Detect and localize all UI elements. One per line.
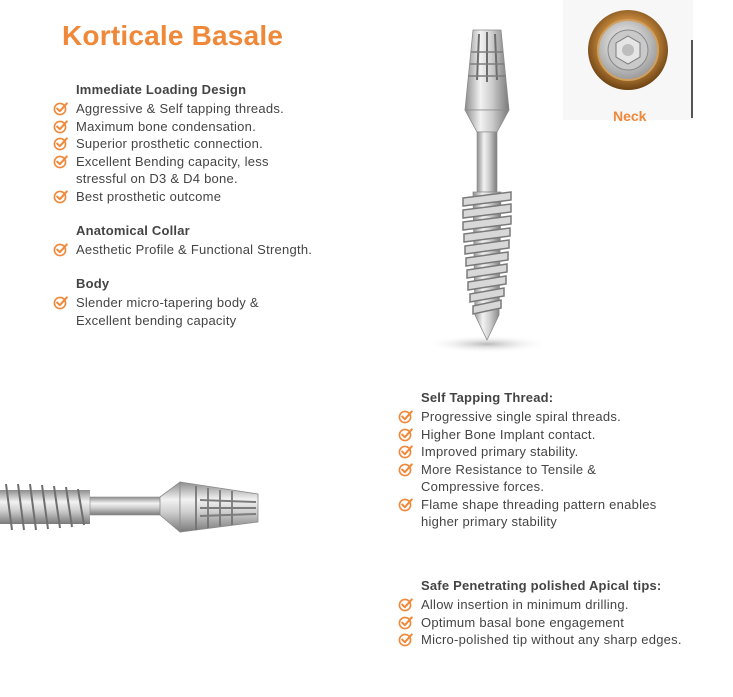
list-item: Excellent Bending capacity, less stressful on D3 & D4 bone. (53, 153, 316, 188)
list-item: Optimum basal bone engagement (398, 614, 718, 632)
implant-horizontal-image (0, 464, 262, 554)
neck-illustration (563, 0, 693, 120)
list-item: Micro-polished tip without any sharp edges. (398, 631, 691, 649)
list-item: Maximum bone condensation. (53, 118, 373, 136)
implant-vertical-image (413, 20, 563, 360)
list-item: Progressive single spiral threads. (398, 408, 698, 426)
page-title: Korticale Basale (62, 20, 284, 51)
section-body (53, 276, 313, 329)
check-icon (53, 189, 68, 204)
check-icon (53, 101, 68, 116)
check-icon (398, 632, 413, 647)
list-item: Aesthetic Profile & Functional Strength. (53, 241, 373, 259)
check-icon (398, 462, 413, 477)
section-apical-tips (398, 578, 718, 649)
section-heading: Safe Penetrating polished Apical tips: (421, 578, 662, 593)
check-icon (53, 136, 68, 151)
list-item: Best prosthetic outcome (53, 188, 373, 206)
list-item: Superior prosthetic connection. (53, 135, 373, 153)
list-item: More Resistance to Tensile & Compressive forces. (398, 461, 646, 496)
section-anatomical-collar (53, 223, 373, 259)
neck-image (563, 0, 693, 120)
list-item: Flame shape threading pattern enables higher primary stability (398, 496, 661, 531)
section-heading: Immediate Loading Design (76, 82, 247, 97)
check-icon (398, 427, 413, 442)
section-immediate-loading (53, 82, 373, 205)
check-icon (53, 242, 68, 257)
check-icon (398, 597, 413, 612)
section-heading: Anatomical Collar (76, 223, 190, 238)
check-icon (53, 119, 68, 134)
list-item: Aggressive & Self tapping threads. (53, 100, 373, 118)
check-icon (398, 444, 413, 459)
check-icon (398, 409, 413, 424)
list-item: Higher Bone Implant contact. (398, 426, 698, 444)
list-item: Allow insertion in minimum drilling. (398, 596, 718, 614)
check-icon (53, 154, 68, 169)
section-self-tapping-thread (398, 390, 698, 531)
neck-label: Neck (613, 108, 647, 124)
list-item: Slender micro-tapering body & Excellent bending capacity (53, 294, 296, 329)
section-heading: Self Tapping Thread: (421, 390, 554, 405)
check-icon (398, 497, 413, 512)
neck-divider (691, 40, 693, 118)
list-item: Improved primary stability. (398, 443, 698, 461)
check-icon (398, 615, 413, 630)
section-heading: Body (76, 276, 110, 291)
check-icon (53, 295, 68, 310)
